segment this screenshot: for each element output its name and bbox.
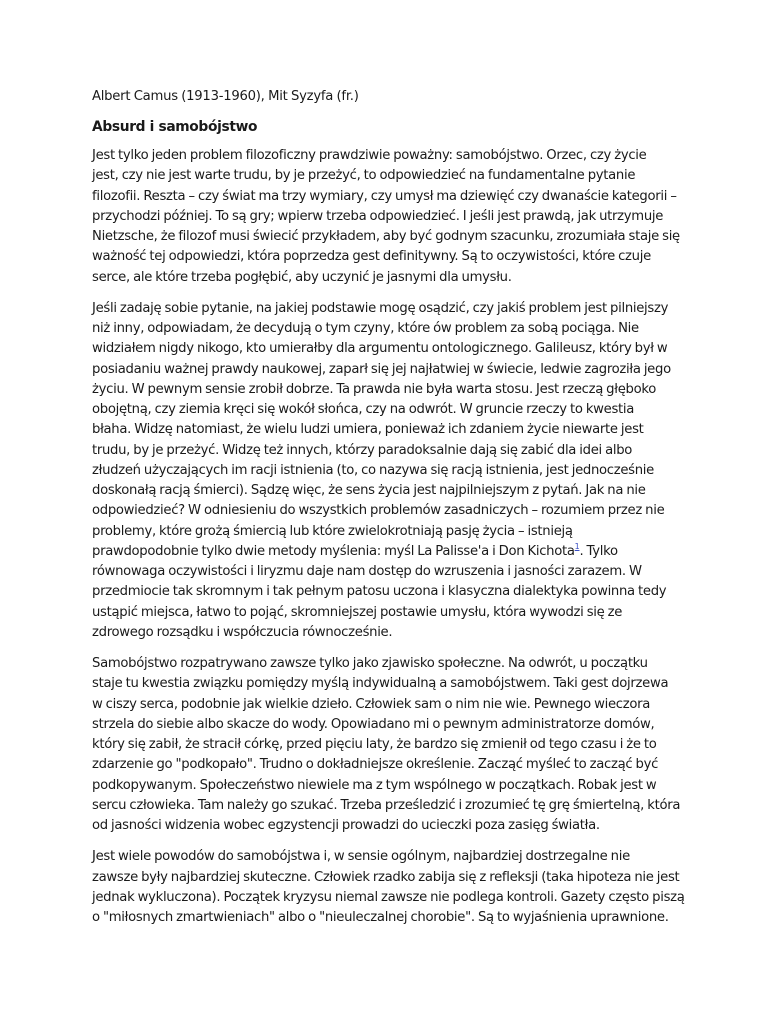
paragraph-4	[92, 847, 685, 928]
text-line: Samobójstwo rozpatrywano zawsze tylko jako zjawisko społeczne. Na odwrót, u początku	[92, 656, 648, 671]
text-line: życiu. W pewnym sensie zrobił dobrze. Ta prawda nie była warta stosu. Jest rzeczą głęboko	[92, 381, 656, 397]
text-line: sercu człowieka. Tam należy go szukać. Trzeba prześledzić i zrozumieć tę grę śmiertelną, która	[92, 797, 681, 813]
text-segment: prawdopodobnie tylko dwie metody myślenia: myśl La Palisse'a i Don Kichota	[92, 543, 575, 559]
text-line: który się zabił, że stracił córkę, przed pięciu laty, że bardzo się zmienił od tego czasu i że to	[92, 737, 657, 752]
text-line: trudu, by je przeżyć. Widzę też innych, którzy paradoksalnie dają się zabić dla idei albo	[92, 442, 633, 458]
text-line: staje tu kwestia związku pomiędzy myślą indywidualną a samobójstwem. Taki gest dojrzewa	[92, 676, 669, 692]
text-line: Jest tylko jeden problem filozoficzny prawdziwie poważny: samobójstwo. Orzec, czy życie	[92, 148, 647, 163]
text-line: przedmiocie tak skromnym i tak pełnym patosu uczona i klasyczna dialektyka powinna tedy	[92, 584, 667, 600]
text-line: Jest wiele powodów do samobójstwa i, w sensie ogólnym, najbardziej dostrzegalne nie	[92, 849, 630, 865]
footnote-link[interactable]: 1	[574, 541, 580, 551]
text-line: odpowiedzieć? W odniesieniu do wszystkich problemów zasadniczych – rozumiem przez nie	[92, 503, 665, 519]
text-line: problemy, które grożą śmiercią lub które zwielokrotniają pasję życia – istnieją	[92, 523, 573, 539]
document-page	[92, 87, 685, 939]
text-line: serce, ale które trzeba pogłębić, aby uczynić je jasnymi dla umysłu.	[92, 269, 512, 285]
text-line: złudzeń użyczających im racji istnienia (to, co nazywa się racją istnienia, jest jednocześnie	[92, 462, 654, 478]
text-line-with-footnote	[92, 542, 682, 562]
text-line: niż inny, odpowiadam, że decydują o tym czyny, które ów problem za sobą pociąga. Nie	[92, 321, 639, 336]
text-line: jest, czy nie jest warte trudu, by je przeżyć, to odpowiedzieć na fundamentalne pytanie	[92, 168, 636, 184]
text-line: w ciszy serca, podobnie jak wielkie dzieło. Człowiek sam o nim nie wie. Pewnego wieczora	[92, 696, 651, 712]
text-line: strzela do siebie albo skacze do wody. Opowiadano mi o pewnym administratorze domów,	[92, 716, 655, 732]
text-line: przychodzi później. To są gry; wpierw trzeba odpowiedzieć. I jeśli jest prawdą, jak utrzymuje	[92, 208, 664, 224]
text-line: zdrowego rozsądku i współczucia równocześnie.	[92, 624, 393, 640]
text-line: filozofii. Reszta – czy świat ma trzy wymiary, czy umysł ma dziewięć czy dwanaście kategorii –	[92, 188, 677, 204]
text-line: zdarzenie go "podkopało". Trudno o dokładniejsze określenie. Zacząć myśleć to zacząć być	[92, 757, 659, 773]
text-line: ustąpić miejsca, łatwo to pojąć, skromniejszej postawie umysłu, która wywodzi się ze	[92, 604, 623, 620]
paragraph-2	[92, 299, 682, 643]
text-line: błaha. Widzę natomiast, że wielu ludzi umiera, ponieważ ich zdaniem życie niewarte jest	[92, 422, 644, 438]
text-line: równowaga oczywistości i liryzmu daje nam dostęp do wzruszenia i jasności zarazem. W	[92, 564, 642, 579]
text-line: Nietzsche, że filozof musi świecić przykładem, aby być godnym szacunku, zrozumiała staje się	[92, 229, 680, 244]
text-line: doskonałą racją śmierci). Sądzę więc, że sens życia jest najpilniejszym z pytań. Jak na nie	[92, 483, 646, 498]
text-segment: . Tylko	[579, 543, 618, 559]
paragraph-3	[92, 654, 682, 836]
text-line: jednak wykluczona). Początek kryzysu niemal zawsze nie podlega kontroli. Gazety często piszą	[92, 889, 685, 905]
source-citation: Albert Camus (1913-1960), Mit Syzyfa (fr.)	[92, 89, 359, 104]
text-line: obojętną, czy ziemia kręci się wokół słońca, czy na odwrót. W gruncie rzeczy to kwestia	[92, 402, 635, 417]
text-line: od jasności widzenia wobec egzystencji prowadzi do ucieczki poza zasięg światła.	[92, 818, 600, 833]
text-line: zawsze były najbardziej skuteczne. Człowiek rzadko zabija się z refleksji (taka hipoteza nie jest	[92, 869, 680, 885]
page-title: Absurd i samobójstwo	[92, 119, 258, 135]
text-line: widziałem nigdy nikogo, kto umierałby dla argumentu ontologicznego. Galileusz, który był w	[92, 341, 668, 357]
paragraph-1	[92, 146, 682, 288]
text-line: o "miłosnych zmartwieniach" albo o "nieuleczalnej chorobie". Są to wyjaśnienia uprawnione.	[92, 910, 669, 925]
text-line: posiadaniu ważnej prawdy naukowej, zaparł się jej najłatwiej w świecie, ledwie zagroziła jego	[92, 361, 671, 377]
text-line: podkopywanym. Społeczeństwo niewiele ma z tym wspólnego w początkach. Robak jest w	[92, 777, 657, 793]
text-line: Jeśli zadaję sobie pytanie, na jakiej podstawie mogę osądzić, czy jakiś problem jest pilniejszy	[92, 300, 669, 316]
text-line: ważność tej odpowiedzi, która poprzedza gest definitywny. Są to oczywistości, które czuje	[92, 249, 651, 265]
